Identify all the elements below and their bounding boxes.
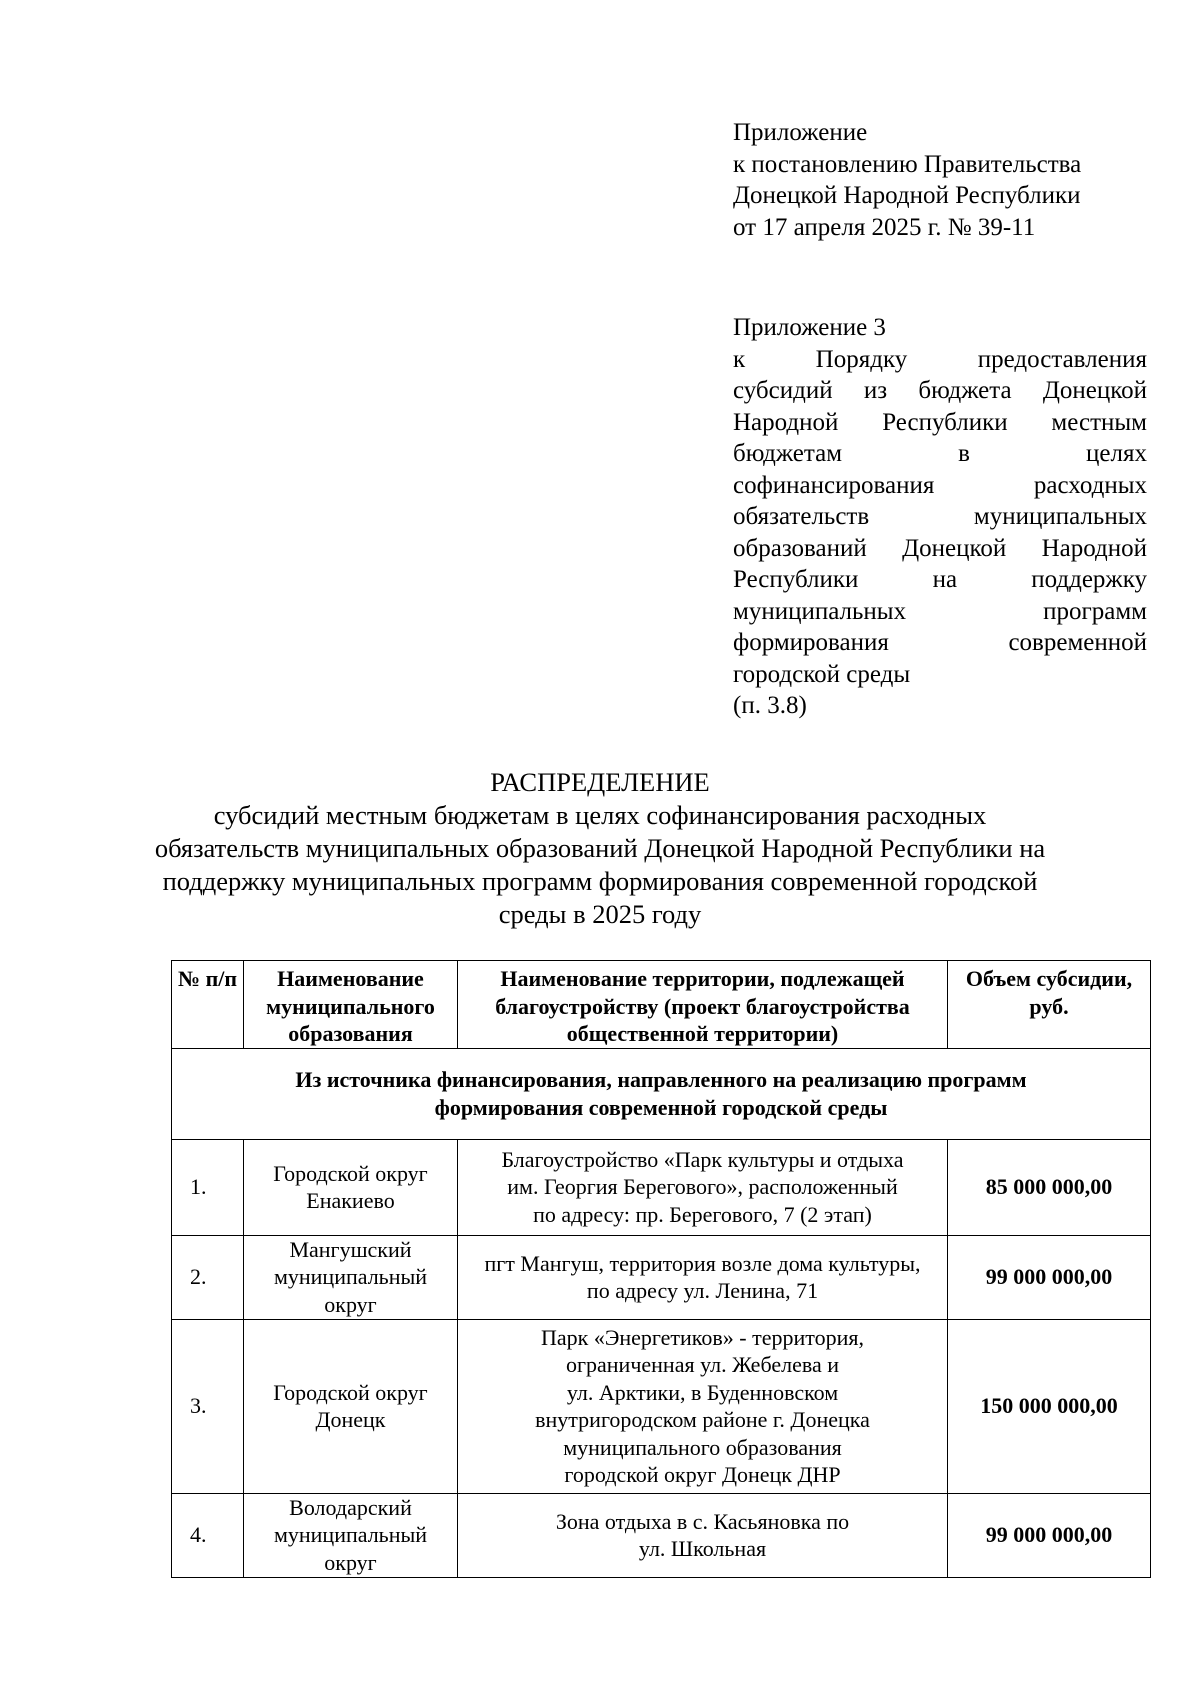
appendix-procedure-line: субсидий из бюджета Донецкой — [733, 377, 1147, 404]
section-title: Из источника финансирования, направленного на реализацию программ формирования современной городской среды — [172, 1048, 1151, 1139]
row-municipality: Городской округ Енакиево — [244, 1139, 458, 1235]
appendix-line: Донецкой Народной Республики — [733, 182, 1081, 209]
row-territory: Благоустройство «Парк культуры и отдыха им. Георгия Берегового», расположенный по адресу: пр. Берегового, 7 (2 этап) — [458, 1139, 948, 1235]
appendix-procedure-line: городской среды — [733, 660, 911, 688]
appendix-line: к постановлению Правительства — [733, 150, 1082, 178]
row-amount: 150 000 000,00 — [948, 1319, 1151, 1493]
appendix-procedure-line: обязательств муниципальных — [733, 503, 1147, 530]
appendix-procedure-line: к Порядку предоставления — [733, 345, 1147, 373]
table-row — [172, 1319, 1151, 1493]
document-subtitle-line: субсидий местным бюджетам в целях софинансирования расходных — [213, 800, 987, 830]
appendix-procedure-line: муниципальных программ — [733, 597, 1147, 625]
table-row — [172, 1493, 1151, 1577]
header-territory: Наименование территории, подлежащей благоустройству (проект благоустройства общественной территории) — [458, 961, 948, 1049]
appendix-resolution-block — [733, 117, 1153, 243]
row-territory: Парк «Энергетиков» - территория, ограниченная ул. Жебелева и ул. Арктики, в Буденновском внутригородском районе г. Донецка муниципального образования городской округ Донецк ДНР — [458, 1319, 948, 1493]
row-amount: 99 000 000,00 — [948, 1493, 1151, 1577]
appendix-procedure-title: Приложение 3 — [733, 314, 886, 341]
table-header-row — [172, 961, 1151, 1049]
row-amount: 85 000 000,00 — [948, 1139, 1151, 1235]
row-territory: Зона отдыха в с. Касьяновка по ул. Школьная — [458, 1493, 948, 1577]
row-territory: пгт Мангуш, территория возле дома культуры, по адресу ул. Ленина, 71 — [458, 1235, 948, 1319]
table-row — [172, 1235, 1151, 1319]
appendix-procedure-line: образований Донецкой Народной — [733, 534, 1147, 562]
appendix-procedure-line: софинансирования расходных — [733, 471, 1147, 499]
document-title: РАСПРЕДЕЛЕНИЕ — [490, 767, 710, 797]
distribution-table — [171, 960, 1151, 1578]
row-amount: 99 000 000,00 — [948, 1235, 1151, 1319]
appendix-procedure-block — [733, 312, 1147, 722]
header-municipality: Наименование муниципального образования — [244, 961, 458, 1049]
appendix-date-number: от 17 апреля 2025 г. № 39-11 — [733, 213, 1036, 241]
appendix-procedure-line: Республики на поддержку — [733, 566, 1147, 593]
row-municipality: Мангушский муниципальный округ — [244, 1235, 458, 1319]
header-amount: Объем субсидии, руб. — [948, 961, 1151, 1049]
appendix-procedure-line: Народной Республики местным — [733, 408, 1147, 436]
appendix-label: Приложение — [733, 119, 868, 146]
document-heading — [150, 766, 1050, 931]
row-num: 4. — [172, 1493, 244, 1577]
row-num: 2. — [172, 1235, 244, 1319]
appendix-procedure-line: бюджетам в целях — [733, 440, 1147, 467]
document-subtitle-line: поддержку муниципальных программ формирования современной городской — [162, 866, 1038, 896]
row-num: 1. — [172, 1139, 244, 1235]
table-row — [172, 1139, 1151, 1235]
document-subtitle-line: обязательств муниципальных образований Донецкой Народной Республики на — [154, 833, 1046, 863]
row-municipality: Городской округ Донецк — [244, 1319, 458, 1493]
table-section-row — [172, 1048, 1151, 1139]
header-num: № п/п — [172, 961, 244, 1049]
appendix-procedure-line: формирования современной — [733, 629, 1147, 656]
document-subtitle-line: среды в 2025 году — [498, 899, 702, 929]
row-municipality: Володарский муниципальный округ — [244, 1493, 458, 1577]
appendix-procedure-clause: (п. 3.8) — [733, 692, 807, 719]
row-num: 3. — [172, 1319, 244, 1493]
